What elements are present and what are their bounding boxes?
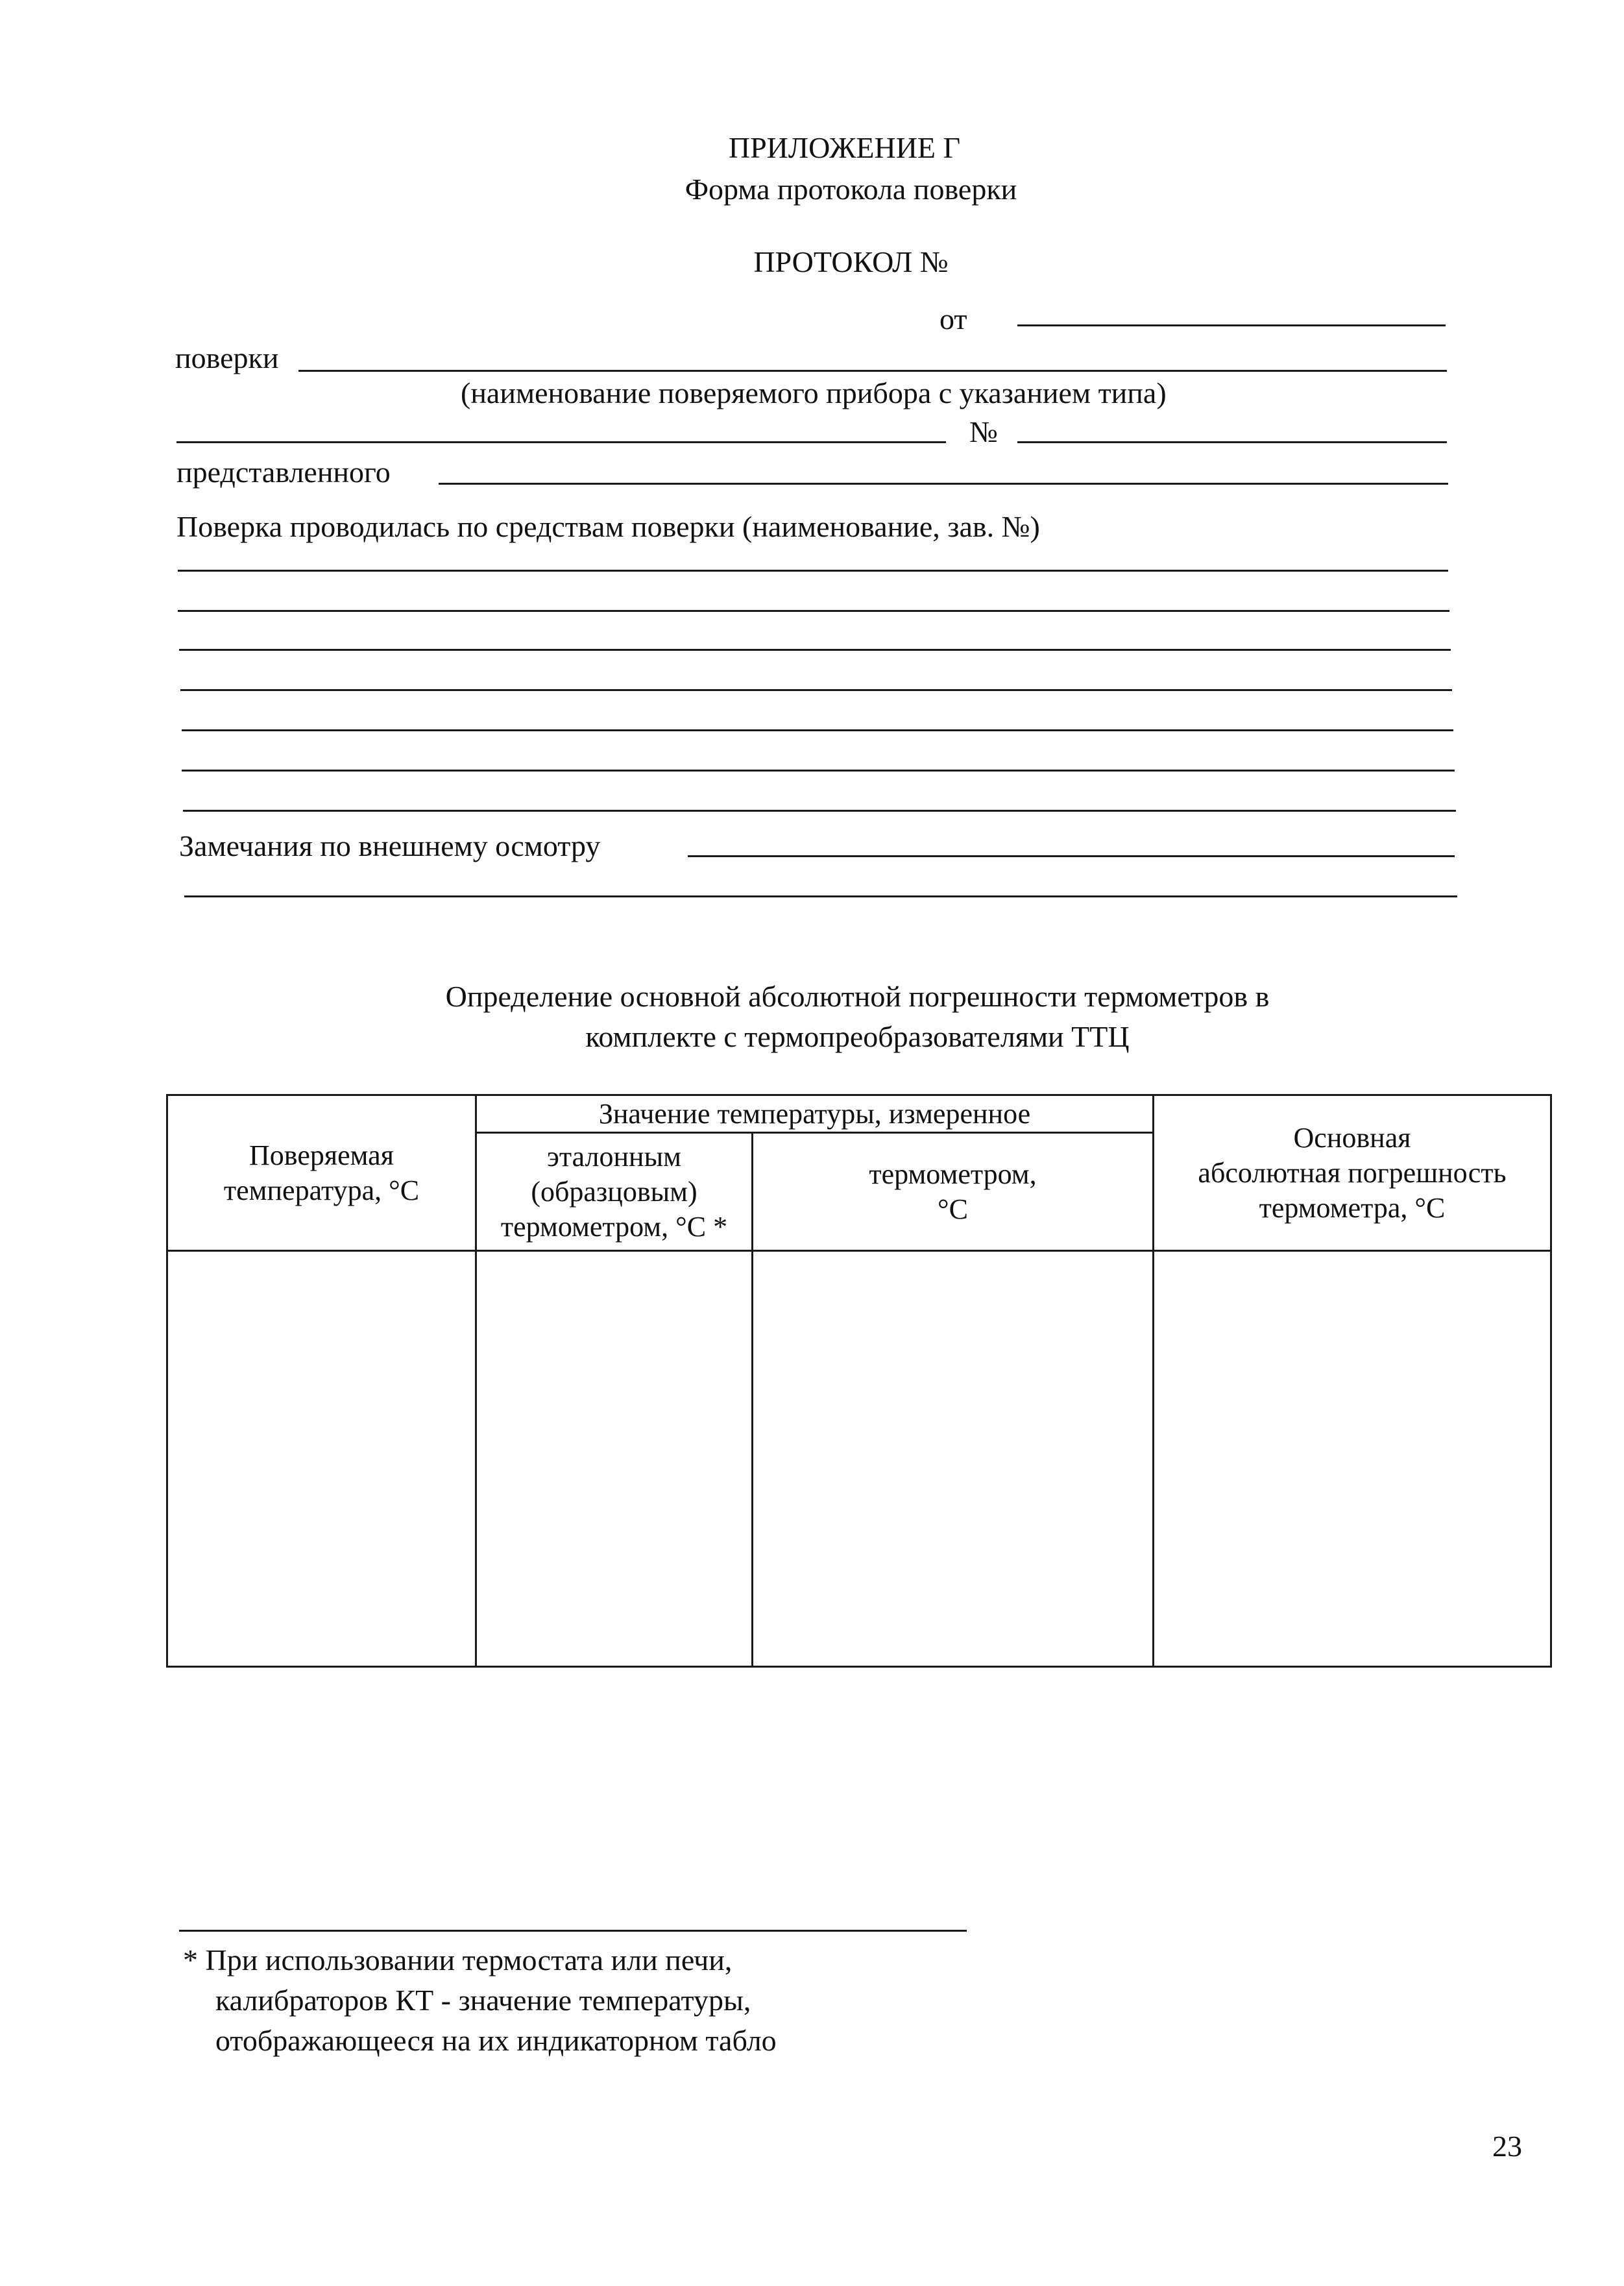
header-col1-line1: Поверяемая (249, 1139, 394, 1171)
header-col4-line1: Основная (1293, 1121, 1411, 1154)
footnote-line2: калибраторов КТ - значение температуры, (215, 1984, 751, 2017)
header-col2-line3: термометром, °С * (500, 1210, 728, 1243)
means-line-4[interactable] (180, 689, 1452, 691)
section-title-line1: Определение основной абсолютной погрешности термометров в (445, 980, 1270, 1013)
footnote-separator (179, 1930, 967, 1932)
means-line-1[interactable] (178, 570, 1448, 572)
means-line-3[interactable] (179, 649, 1451, 651)
number-label: № (969, 415, 998, 448)
means-line-5[interactable] (182, 729, 1453, 731)
device-name-line[interactable] (298, 370, 1447, 372)
header-col4-line2: абсолютная погрешность (1198, 1156, 1507, 1189)
serial-number-line[interactable] (1017, 441, 1447, 443)
header-measured-group (477, 1096, 1152, 1132)
header-reference-thermometer (477, 1134, 751, 1250)
header-thermometer (753, 1134, 1152, 1250)
page-number: 23 (1492, 2130, 1522, 2163)
appendix-title: ПРИЛОЖЕНИЕ Г (728, 131, 961, 164)
means-line-2[interactable] (178, 610, 1449, 612)
means-line-6[interactable] (182, 770, 1455, 772)
cell-absolute-error[interactable] (1154, 1252, 1550, 1666)
header-verified-temperature (168, 1096, 475, 1250)
header-col2-line2: (образцовым) (531, 1175, 697, 1208)
means-line-7[interactable] (183, 810, 1456, 812)
header-absolute-error (1154, 1096, 1550, 1250)
footnote-line1: * При использовании термостата или печи, (183, 1943, 733, 1976)
remarks-label: Замечания по внешнему осмотру (179, 829, 601, 862)
verification-label: поверки (175, 341, 279, 374)
header-col2-line1: эталонным (546, 1140, 682, 1173)
footnote-line3: отображающееся на их индикаторном табло (215, 2024, 777, 2057)
remarks-line-2[interactable] (184, 895, 1457, 897)
device-type-line[interactable] (176, 441, 946, 443)
header-group-label: Значение температуры, измеренное (598, 1097, 1031, 1130)
cell-reference-value[interactable] (477, 1252, 751, 1666)
remarks-line-1[interactable] (688, 855, 1455, 857)
submitted-label: представленного (176, 456, 391, 489)
header-col1-line2: температура, °С (223, 1174, 420, 1206)
cell-thermometer-value[interactable] (753, 1252, 1152, 1666)
footnote (183, 1940, 777, 2061)
cell-verified-temperature[interactable] (168, 1252, 475, 1666)
header-col3-line1: термометром, (869, 1158, 1037, 1190)
submitted-line[interactable] (439, 483, 1448, 485)
protocol-title: ПРОТОКОЛ № (753, 245, 949, 278)
date-line[interactable] (1017, 324, 1446, 326)
section-title-line2: комплекте с термопреобразователями ТТЦ (585, 1020, 1130, 1053)
form-title: Форма протокола поверки (685, 173, 1017, 206)
header-col4-line3: термометра, °С (1259, 1191, 1446, 1224)
from-label: от (939, 302, 967, 335)
means-label: Поверка проводилась по средствам поверки (наименование, зав. №) (176, 510, 1040, 543)
device-caption: (наименование поверяемого прибора с указанием типа) (461, 376, 1167, 409)
header-col3-line2: °С (938, 1193, 968, 1225)
